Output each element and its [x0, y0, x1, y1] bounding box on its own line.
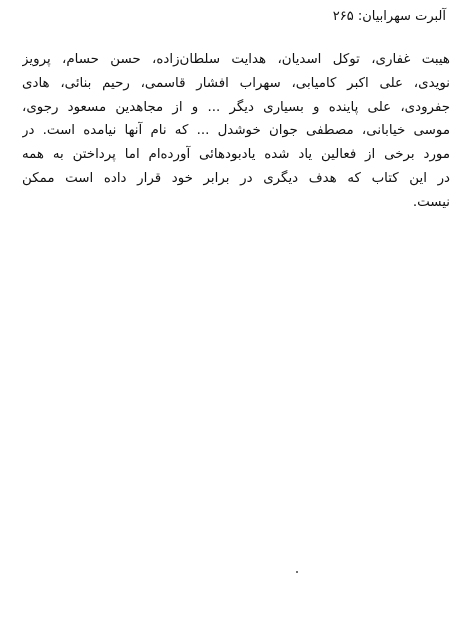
body-paragraph [22, 48, 450, 215]
text-line: نیست. [412, 194, 450, 210]
text-line: هیبت غفاری، توکل اسدیان، هدایت سلطان‌زاده، حسن حسام، پرویز [22, 52, 450, 67]
text-line: جفرودی، علی پاینده و بسیاری دیگر ... و از مجاهدین مسعود رجوی، [22, 99, 450, 115]
text-line: موسی خیابانی، مصطفی جوان خوشدل ... که نام آنها نیامده است. در [22, 123, 450, 139]
scan-speck [296, 571, 298, 573]
text-line: در این کتاب که هدف دیگری در برابر خود قرار داده است ممکن [22, 170, 450, 186]
text-line: نویدی، علی اکبر کامیابی، سهراب افشار قاسمی، رحیم بنائی، هادی [22, 75, 450, 91]
text-line: مورد برخی از فعالین یاد شده یادبودهائی آورده‌ام اما پرداختن به همه [22, 147, 450, 163]
running-head: آلبرت سهرابیان: ۲۶۵ [332, 9, 446, 24]
